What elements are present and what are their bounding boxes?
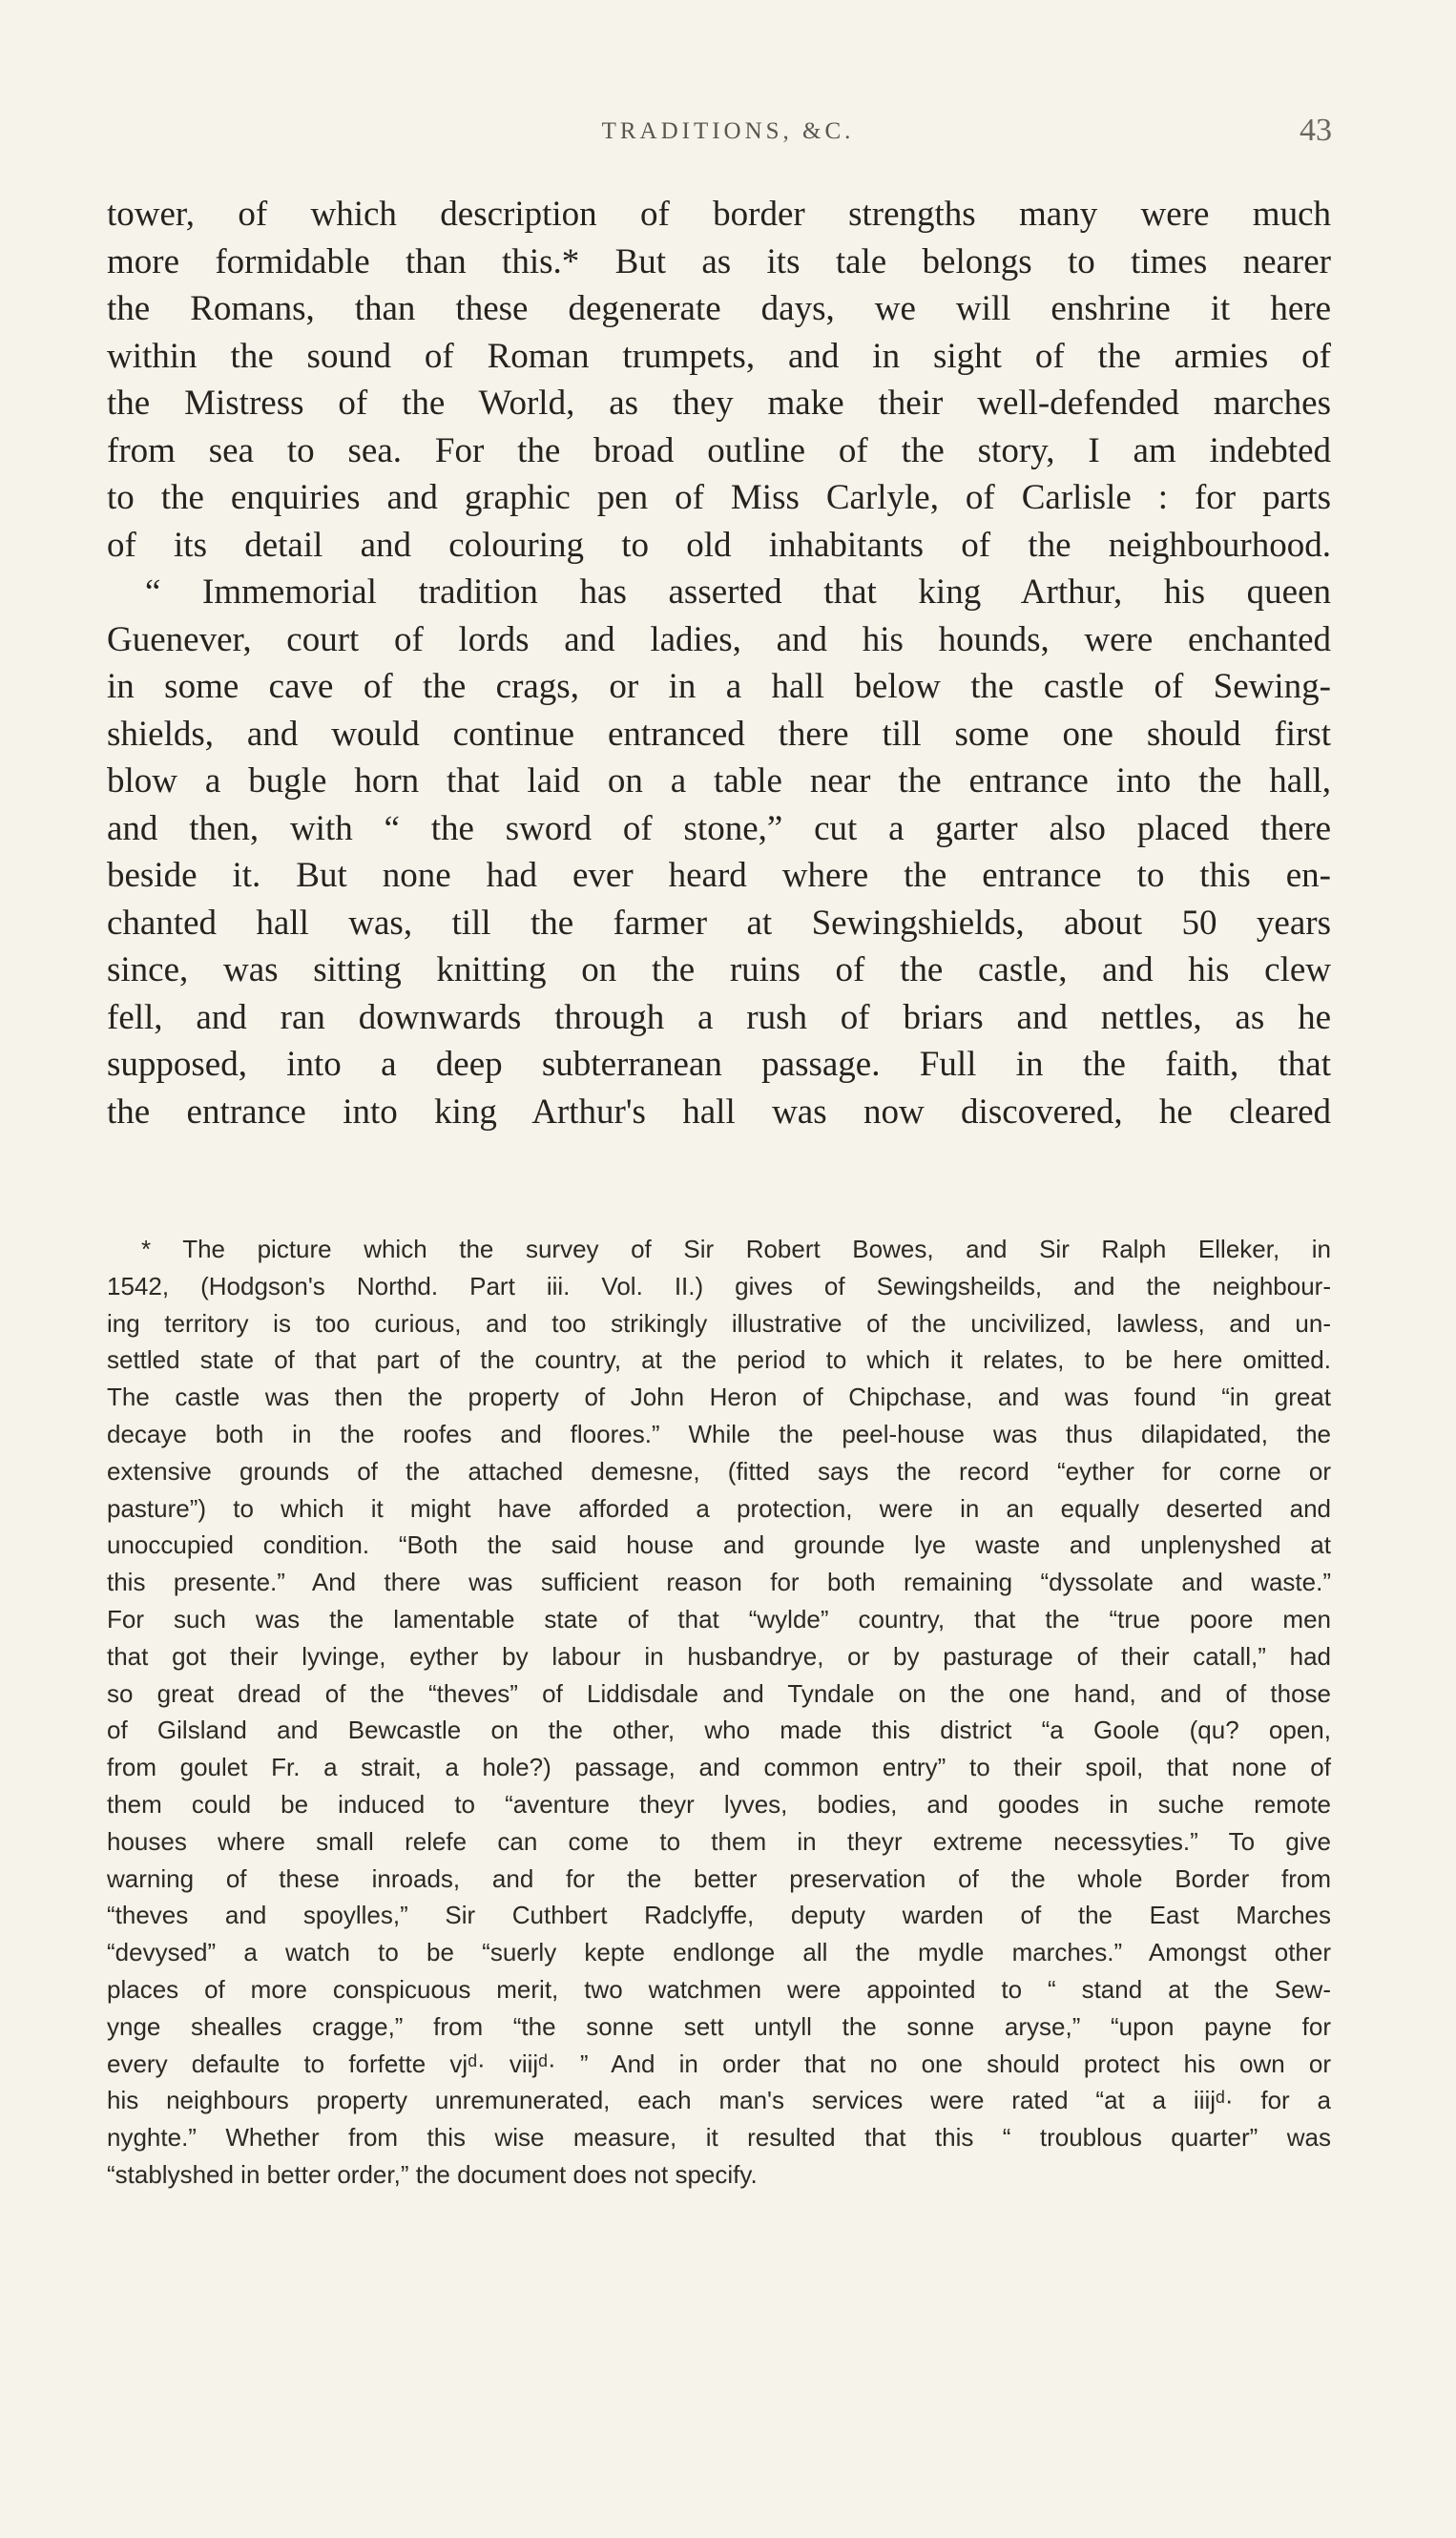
footnote-line: houses where small relefe can come to them in theyr extreme necessyties.” To give [107,1826,1331,1856]
text-line: to the enquiries and graphic pen of Miss Carlyle, of Carlisle : for parts [107,478,1331,517]
footnote-line: this presente.” And there was sufficient reason for both remaining “dyssolate and waste.” [107,1568,1331,1597]
footnote-line: warning of these inroads, and for the better preservation of the whole Border from [107,1863,1331,1893]
text-line: within the sound of Roman trumpets, and in sight of the armies of [107,336,1331,376]
footnote-line: so great dread of the “theves” of Liddisdale and Tyndale on the one hand, and of those [107,1678,1331,1708]
footnote-line: of Gilsland and Bewcastle on the other, who made this district “a Goole (qu? open, [107,1716,1331,1745]
footnote-line: 1542, (Hodgson's Northd. Part iii. Vol. II.) gives of Sewingsheilds, and the neighbour- [107,1271,1331,1300]
main-text-block [107,191,1331,1135]
text-line: tower, of which description of border strengths many were much [107,195,1331,234]
page-number: 43 [1300,113,1332,148]
footnote-line: ing territory is too curious, and too strikingly illustrative of the uncivilized, lawless, and un- [107,1308,1331,1338]
footnote-line: pasture”) to which it might have afforded a protection, were in an equally deserted and [107,1493,1331,1523]
footnote-block [107,1231,1331,2194]
footnote-line: “stablyshed in better order,” the document does not specify. [107,2159,758,2189]
footnote-line: places of more conspicuous merit, two watchmen were appointed to “ stand at the Sew- [107,1974,1331,2004]
text-line: of its detail and colouring to old inhabitants of the neighbourhood. [107,525,1331,565]
footnote-line: extensive grounds of the attached demesne, (fitted says the record “eyther for corne or [107,1456,1331,1486]
running-title: TRADITIONS, &C. [601,118,855,144]
running-head [0,113,1456,151]
footnote-line: every defaulte to forfette vjᵈ· viijᵈ· ” And in order that no one should protect his own or [107,2049,1331,2078]
text-line: blow a bugle horn that laid on a table near the entrance into the hall, [107,761,1331,801]
footnote-line: For such was the lamentable state of that “wylde” country, that the “true poore men [107,1604,1331,1633]
text-line: since, was sitting knitting on the ruins of the castle, and his clew [107,950,1331,989]
footnote-line: his neighbours property unremunerated, each man's services were rated “at a iiijᵈ· for a [107,2086,1331,2115]
footnote-line: “theves and spoylles,” Sir Cuthbert Radclyffe, deputy warden of the East Marches [107,1901,1331,1930]
footnote-line: The castle was then the property of John Heron of Chipchase, and was found “in great [107,1383,1331,1412]
footnote-line: them could be induced to “aventure theyr lyves, bodies, and goodes in suche remote [107,1789,1331,1819]
footnote-line: nyghte.” Whether from this wise measure, it resulted that this “ troublous quarter” was [107,2123,1331,2153]
text-line: shields, and would continue entranced there till some one should first [107,714,1331,754]
text-line: Guenever, court of lords and ladies, and his hounds, were enchanted [107,619,1331,659]
footnote-line: that got their lyvinge, eyther by labour in husbandrye, or by pasturage of their catall,” had [107,1641,1331,1671]
text-line: in some cave of the crags, or in a hall below the castle of Sewing- [107,667,1331,706]
footnote-line: “devysed” a watch to be “suerly kepte endlonge all the mydle marches.” Amongst other [107,1938,1331,1967]
text-line: the Mistress of the World, as they make their well-defended marches [107,384,1331,423]
text-line: chanted hall was, till the farmer at Sewingshields, about 50 years [107,903,1331,943]
text-line: more formidable than this.* But as its tale belongs to times nearer [107,241,1331,281]
footnote-line: ynge shealles cragge,” from “the sonne sett untyll the sonne aryse,” “upon payne for [107,2011,1331,2041]
text-line: from sea to sea. For the broad outline of the story, I am indebted [107,430,1331,470]
text-line: the entrance into king Arthur's hall was now discovered, he cleared [107,1092,1331,1132]
text-line: the Romans, than these degenerate days, we will enshrine it here [107,289,1331,328]
text-line: “ Immemorial tradition has asserted that king Arthur, his queen [145,572,1331,612]
footnote-line: unoccupied condition. “Both the said house and grounde lye waste and unplenyshed at [107,1530,1331,1560]
footnote-line: from goulet Fr. a strait, a hole?) passage, and common entry” to their spoil, that none of [107,1753,1331,1782]
text-line: fell, and ran downwards through a rush of briars and nettles, as he [107,997,1331,1037]
footnote-line: * The picture which the survey of Sir Robert Bowes, and Sir Ralph Elleker, in [141,1235,1331,1263]
text-line: beside it. But none had ever heard where the entrance to this en- [107,856,1331,895]
footnote-line: decaye both in the roofes and floores.” While the peel-house was thus dilapidated, the [107,1419,1331,1448]
text-line: and then, with “ the sword of stone,” cut a garter also placed there [107,808,1331,848]
footnote-line: settled state of that part of the country, at the period to which it relates, to be here omitted. [107,1345,1331,1375]
text-line: supposed, into a deep subterranean passage. Full in the faith, that [107,1045,1331,1084]
